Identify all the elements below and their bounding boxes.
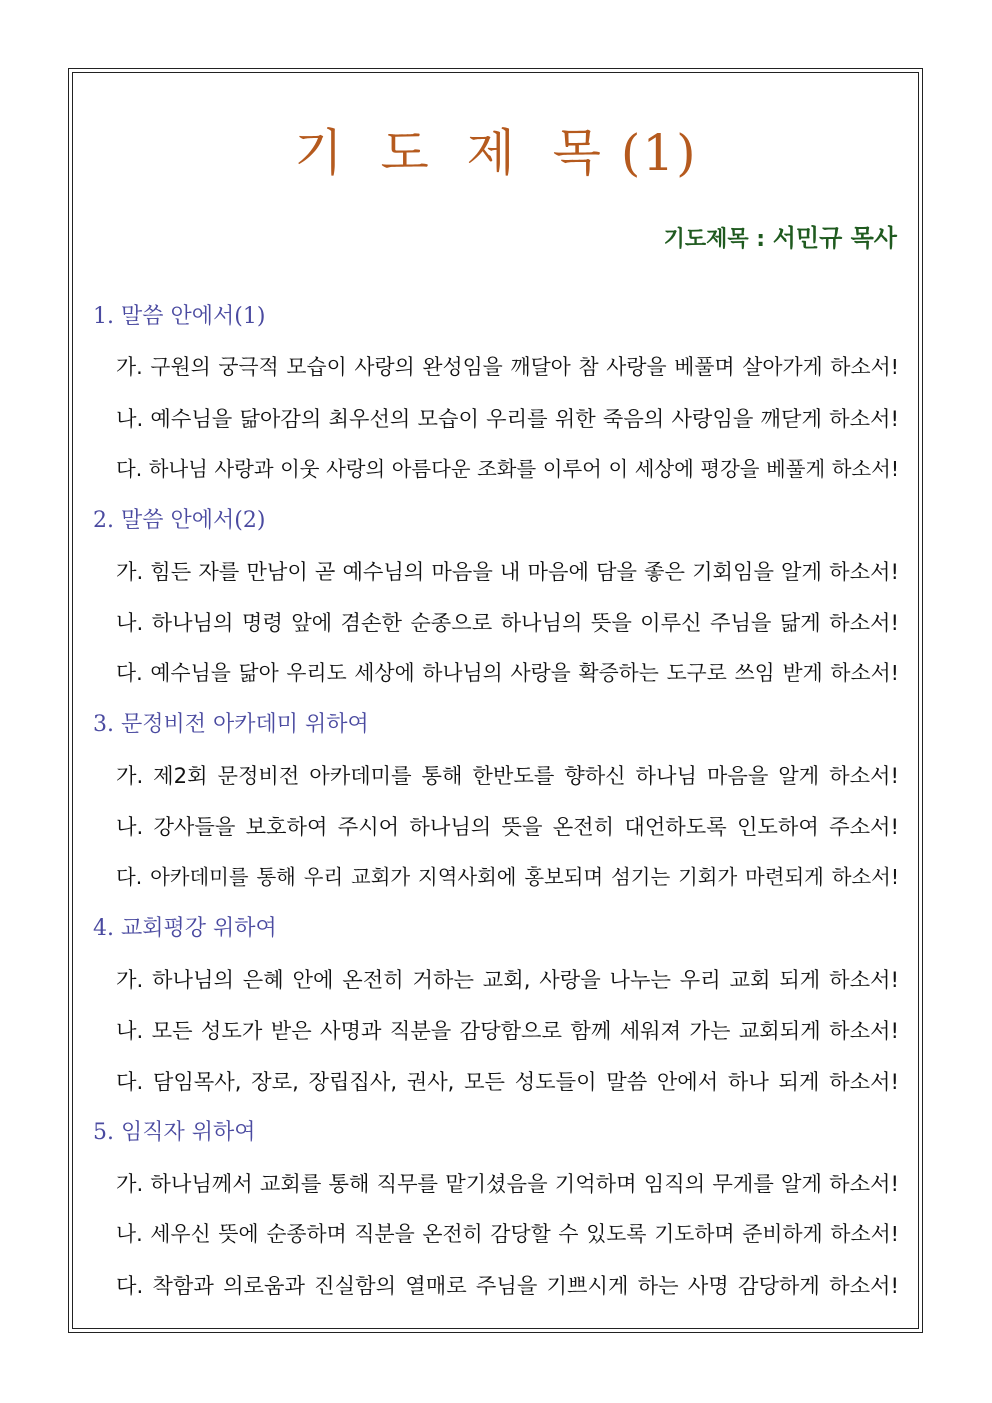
section-title: 4. 교회평강 위하여 [93,916,277,941]
section-title: 3. 문정비전 아카데미 위하여 [93,712,369,737]
prayer-item: 다. 예수님을 닮아 우리도 세상에 하나님의 사랑을 확증하는 도구로 쓰임 받게 하소서! [116,661,899,685]
prayer-item: 나. 세우신 뜻에 순종하며 직분을 온전히 감당할 수 있도록 기도하며 준비하게 하소서! [116,1222,899,1246]
prayer-item: 가. 힘든 자를 만남이 곧 예수님의 마음을 내 마음에 담을 좋은 기회임을 알게 하소서! [116,559,899,584]
section-2 [93,495,899,699]
prayer-item: 나. 강사들을 보호하여 주시어 하나님의 뜻을 온전히 대언하도록 인도하여 주소서! [116,814,899,839]
author-label: 기도제목 : [663,227,773,252]
prayer-item: 나. 모든 성도가 받은 사명과 직분을 감당함으로 함께 세워져 가는 교회되게 하소서! [116,1018,899,1043]
section-1 [93,291,899,495]
author-name: 서민규 목사 [772,224,897,252]
section-title: 1. 말씀 안에서(1) [93,304,266,329]
prayer-item: 다. 하나님 사랑과 이웃 사랑의 아름다운 조화를 이루어 이 세상에 평강을 베풀게 하소서! [116,457,899,481]
prayer-item: 다. 담임목사, 장로, 장립집사, 권사, 모든 성도들이 말씀 안에서 하나 되게 하소서! [116,1069,899,1094]
prayer-item: 다. 아카데미를 통해 우리 교회가 지역사회에 홍보되며 섬기는 기회가 마련되게 하소서! [116,865,900,889]
prayer-item: 나. 예수님을 닮아감의 최우선의 모습이 우리를 위한 죽음의 사랑임을 깨닫게 하소서! [116,406,899,431]
section-4 [93,903,899,1107]
prayer-item: 가. 구원의 궁극적 모습이 사랑의 완성임을 깨달아 참 사랑을 베풀며 살아가게 하소서! [116,355,899,379]
section-title: 5. 임직자 위하여 [93,1120,256,1145]
section-5 [93,1107,899,1311]
page-title: 기 도 제 목 (1) [294,124,698,182]
section-3 [93,699,899,903]
author-line [664,218,897,253]
prayer-item: 가. 하나님께서 교회를 통해 직무를 맡기셨음을 기억하며 임직의 무게를 알게 하소서! [116,1171,899,1196]
section-title: 2. 말씀 안에서(2) [93,508,266,533]
prayer-sections [93,291,899,1311]
prayer-item: 나. 하나님의 명령 앞에 겸손한 순종으로 하나님의 뜻을 이루신 주님을 닮게 하소서! [116,610,899,635]
prayer-item: 가. 하나님의 은혜 안에 온전히 거하는 교회, 사랑을 나누는 우리 교회 되게 하소서! [116,967,899,992]
prayer-item: 다. 착함과 의로움과 진실함의 열매로 주님을 기쁘시게 하는 사명 감당하게 하소서! [116,1273,899,1298]
prayer-item: 가. 제2회 문정비전 아카데미를 통해 한반도를 향하신 하나님 마음을 알게 하소서! [116,763,899,788]
